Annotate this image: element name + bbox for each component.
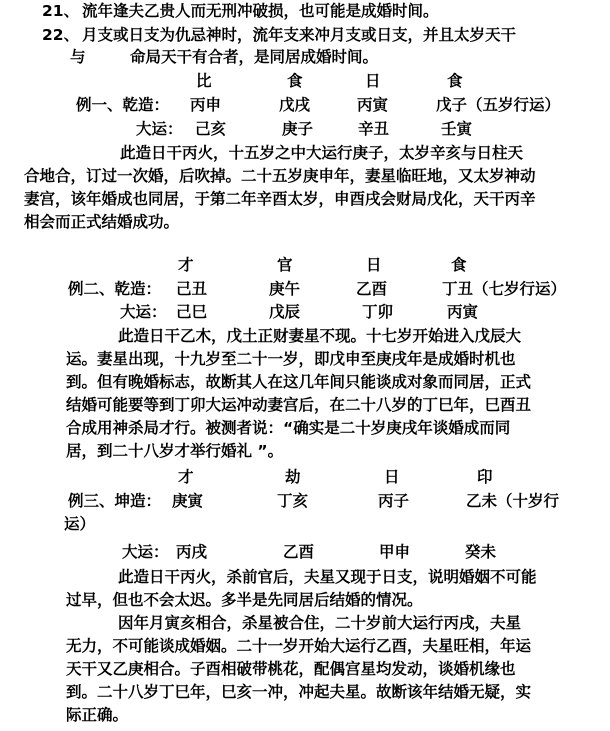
ex3-body-line: 过早，但也不会太迟。多半是先同居后结婚的情况。 bbox=[66, 591, 423, 609]
ex3-ten-god-day: 日 bbox=[384, 468, 400, 486]
ex1-ten-god-year: 比 bbox=[196, 72, 212, 90]
ex1-ten-god-day: 日 bbox=[365, 72, 381, 90]
ex1-pillar-year: 丙申 bbox=[190, 96, 222, 114]
ex3-body-line: 到。二十八岁丁巳年，巳亥一冲，冲起夫星。故断该年结婚无疑，实 bbox=[66, 683, 532, 701]
ex2-label: 例二、乾造： bbox=[68, 280, 162, 298]
ex3-ten-god-year: 才 bbox=[178, 468, 194, 486]
ex3-ten-god-hour: 印 bbox=[477, 468, 493, 486]
ex1-body-line: 合地合，订过一次婚，后吹掉。二十五岁庚申年，妻星临旺地，又太岁神动 bbox=[24, 167, 536, 185]
ex2-dayun-4: 丙寅 bbox=[447, 303, 479, 321]
ex3-dayun-1: 丙戌 bbox=[176, 543, 208, 561]
ex3-body-line: 因年月寅亥相合，杀星被合住，二十岁前大运行丙戌，夫星 bbox=[118, 614, 522, 632]
ex2-pillar-day: 乙酉 bbox=[356, 280, 388, 298]
ex1-body-line: 此造日干丙火，十五岁之中大运行庚子，太岁辛亥与日柱天 bbox=[120, 144, 524, 162]
ex1-dayun-4: 壬寅 bbox=[441, 120, 473, 138]
rule-22-line-2a: 与 bbox=[70, 48, 86, 66]
ex2-body-line: 合成用神杀局才行。被测者说：“确实是二十岁庚戌年谈婚成而同 bbox=[66, 419, 511, 437]
ex3-body-line: 际正确。 bbox=[66, 706, 129, 724]
ex2-ten-god-day: 日 bbox=[366, 256, 382, 274]
ex2-ten-god-month: 官 bbox=[277, 256, 293, 274]
ex1-body-line: 相会而正式结婚成功。 bbox=[24, 213, 180, 231]
ex3-body-line: 无力，不可能谈成婚姻。二十一岁开始大运行乙酉，夫星旺相，年运 bbox=[66, 637, 532, 655]
ex3-pillar-hour: 乙未（十岁行 bbox=[466, 492, 560, 510]
ex3-body-line: 天干又乙庚相合。子酉相破带桃花，配偶宫星均发动，谈婚机缘也 bbox=[66, 660, 516, 678]
ex2-ten-god-hour: 食 bbox=[451, 256, 467, 274]
ex2-dayun-label: 大运： bbox=[120, 303, 167, 321]
rule-22-line-2b: 命局天干有合者，是同居成婚时间。 bbox=[130, 48, 379, 66]
ex1-pillar-month: 戊戌 bbox=[279, 96, 311, 114]
rule-22-number: 22、 bbox=[42, 26, 80, 44]
ex1-dayun-2: 庚子 bbox=[282, 120, 314, 138]
ex3-pillar-hour-cont: 运） bbox=[64, 515, 96, 533]
ex2-body-line: 此造日干乙木，戊土正财妻星不现。十七岁开始进入戊辰大 bbox=[118, 327, 522, 345]
ex3-pillar-year: 庚寅 bbox=[172, 492, 204, 510]
ex2-pillar-year: 己丑 bbox=[176, 280, 208, 298]
ex1-ten-god-hour: 食 bbox=[447, 72, 463, 90]
ex1-ten-god-month: 食 bbox=[287, 72, 303, 90]
ex1-pillar-hour: 戊子（五岁行运） bbox=[436, 96, 561, 114]
ex2-ten-god-year: 才 bbox=[178, 256, 194, 274]
ex2-body-line: 运。妻星出现，十九岁至二十一岁，即戊申至庚戌年是成婚时机也 bbox=[66, 350, 516, 368]
ex2-dayun-1: 己巳 bbox=[176, 303, 208, 321]
rule-22-line-1: 月支或日支为仇忌神时，流年支来冲月支或日支，并且太岁天干 bbox=[82, 26, 517, 44]
ex3-body-line: 此造日干丙火，杀前官后，夫星又现于日支，说明婚姻不可能 bbox=[118, 568, 537, 586]
ex2-body-line: 居，到二十八岁才举行婚礼 ”。 bbox=[66, 442, 284, 460]
ex3-dayun-4: 癸未 bbox=[465, 543, 497, 561]
ex3-dayun-3: 甲申 bbox=[379, 543, 411, 561]
ex1-dayun-3: 辛丑 bbox=[358, 120, 390, 138]
ex3-ten-god-month: 劫 bbox=[285, 468, 301, 486]
ex2-dayun-2: 戊辰 bbox=[269, 303, 301, 321]
ex1-dayun-label: 大运： bbox=[136, 120, 183, 138]
ex1-dayun-1: 己亥 bbox=[195, 120, 227, 138]
rule-21-number: 21、 bbox=[42, 2, 80, 20]
ex3-pillar-month: 丁亥 bbox=[277, 492, 309, 510]
ex2-dayun-3: 丁卯 bbox=[362, 303, 394, 321]
rule-21-text: 流年逢夫乙贵人而无刑冲破损，也可能是成婚时间。 bbox=[82, 2, 439, 20]
ex1-label: 例一、乾造： bbox=[76, 96, 170, 114]
ex1-body-line: 妻宫，该年婚成也同居，于第二年辛酉太岁，申酉戌会财局戊化，天干丙辛 bbox=[24, 190, 536, 208]
ex2-body-line: 到。但有晚婚标志，故断其人在这几年间只能谈成对象而同居，正式 bbox=[66, 373, 532, 391]
ex1-pillar-day: 丙寅 bbox=[357, 96, 389, 114]
ex2-body-line: 结婚可能要等到丁卯大运冲动妻宫后，在二十八岁的丁巳年，巳酉丑 bbox=[66, 396, 532, 414]
ex3-label: 例三、坤造： bbox=[68, 492, 162, 510]
ex3-pillar-day: 丙子 bbox=[378, 492, 410, 510]
ex3-dayun-label: 大运： bbox=[122, 543, 169, 561]
ex3-dayun-2: 乙酉 bbox=[283, 543, 315, 561]
ex2-pillar-hour: 丁丑（七岁行运） bbox=[442, 280, 567, 298]
ex2-pillar-month: 庚午 bbox=[269, 280, 301, 298]
